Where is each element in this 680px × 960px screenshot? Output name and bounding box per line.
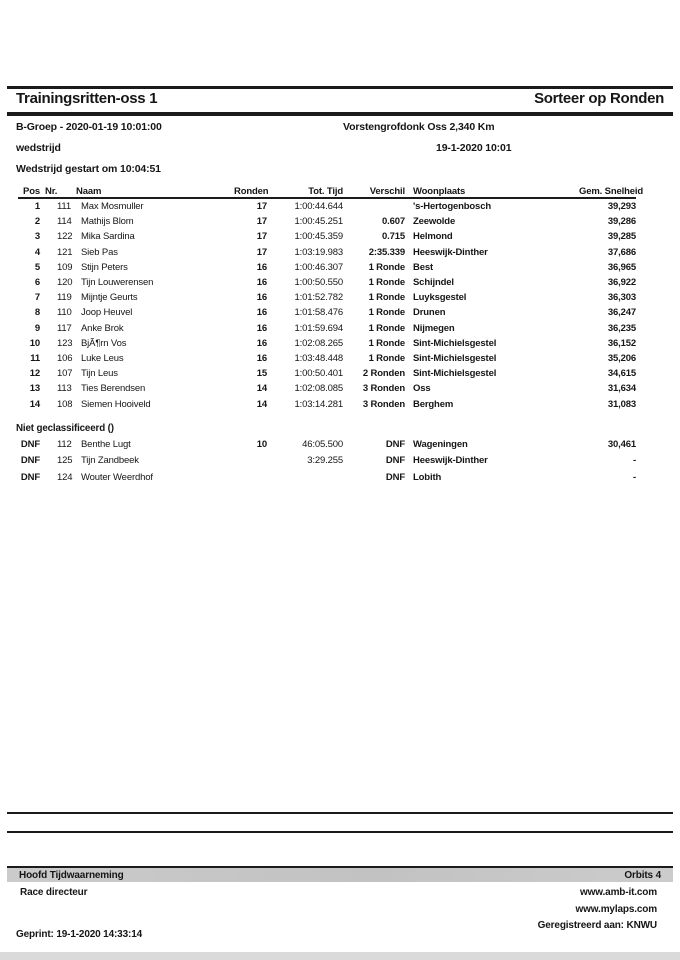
cell-pos: 11 (30, 353, 40, 365)
col-header-nr: Nr. (45, 186, 58, 197)
cell-pos: 12 (29, 368, 40, 380)
cell-tot-tijd: 1:02:08.265 (294, 337, 343, 349)
cell-gem-snelheid: 34,615 (607, 368, 636, 380)
cell-pos: 3 (34, 231, 40, 243)
cell-naam: Mijntje Geurts (81, 292, 138, 304)
cell-nr: 123 (57, 337, 73, 349)
col-header-gem-snelheid: Gem. Snelheid (579, 186, 644, 197)
col-header-ronden: Ronden (234, 186, 269, 197)
col-header-woonplaats: Woonplaats (413, 186, 466, 197)
cell-pos: 6 (34, 277, 40, 289)
cell-nr: 113 (57, 383, 72, 395)
cell-verschil: 2:35.339 (368, 246, 405, 258)
page-title: Trainingsritten-oss 1 (16, 90, 158, 107)
cell-woonplaats: Schijndel (413, 277, 454, 289)
cell-verschil: 0.607 (381, 216, 405, 228)
cell-woonplaats: Luyksgestel (413, 292, 467, 304)
table-row (18, 336, 636, 351)
cell-naam: Max Mosmuller (81, 201, 144, 212)
table-row (18, 199, 636, 214)
dnf-table-row (18, 470, 636, 486)
title-top-rule (7, 86, 673, 89)
amb-link: www.amb-it.com (580, 887, 657, 898)
cell-tot-tijd: 1:03:19.983 (294, 246, 343, 258)
col-header-naam: Naam (76, 186, 102, 197)
cell-ronden: 17 (256, 231, 267, 243)
cell-gem-snelheid: 36,965 (607, 261, 636, 273)
mylaps-link: www.mylaps.com (575, 904, 657, 915)
cell-ronden: 14 (256, 398, 267, 410)
table-row (18, 366, 636, 381)
cell-ronden: 16 (256, 292, 267, 304)
summary-mid-rule (7, 831, 673, 833)
cell-naam: Anke Brok (81, 322, 124, 334)
cell-verschil: 1 Ronde (368, 337, 405, 349)
table-row (18, 351, 636, 366)
table-row (18, 229, 636, 244)
cell-naam: Stijn Peters (81, 261, 128, 273)
cell-nr: 112 (57, 439, 72, 450)
cell-woonplaats: 's-Hertogenbosch (413, 201, 491, 212)
cell-woonplaats: Berghem (413, 398, 454, 410)
cell-pos: 7 (34, 292, 40, 304)
cell-ronden: 16 (256, 353, 267, 365)
cell-tot-tijd: 1:00:45.359 (294, 231, 343, 243)
cell-pos: DNF (20, 471, 40, 483)
cell-tot-tijd: 1:00:45.251 (294, 216, 343, 228)
timing-label: Hoofd Tijdwaarneming (19, 869, 124, 881)
table-row (18, 305, 636, 320)
col-header-verschil: Verschil (369, 186, 405, 197)
cell-nr: 114 (57, 216, 72, 228)
race-director-label: Race directeur (20, 887, 88, 898)
cell-ronden: 16 (256, 277, 267, 289)
sort-mode-label: Sorteer op Ronden (534, 90, 664, 107)
cell-gem-snelheid: 37,686 (607, 246, 636, 258)
cell-woonplaats: Heeswijk-Dinther (413, 455, 488, 467)
cell-nr: 119 (57, 292, 72, 304)
cell-ronden: 16 (256, 322, 267, 334)
cell-pos: 1 (34, 201, 40, 212)
cell-nr: 108 (57, 398, 73, 410)
cell-gem-snelheid: 39,285 (607, 231, 636, 243)
table-row (18, 214, 636, 229)
cell-nr: 110 (57, 307, 72, 319)
cell-gem-snelheid: 39,293 (607, 201, 636, 212)
cell-tot-tijd: 1:03:14.281 (294, 398, 343, 410)
cell-gem-snelheid: 36,152 (607, 337, 636, 349)
cell-gem-snelheid: 35,206 (607, 353, 636, 365)
cell-ronden: 16 (256, 337, 267, 349)
cell-pos: DNF (20, 455, 40, 467)
cell-gem-snelheid: 36,922 (607, 277, 636, 289)
cell-gem-snelheid: 30,461 (607, 439, 636, 450)
cell-ronden: 17 (256, 201, 267, 212)
table-row (18, 245, 636, 260)
cell-verschil: 1 Ronde (368, 322, 405, 334)
cell-naam: Joop Heuvel (81, 307, 133, 319)
cell-tot-tijd: 1:01:58.476 (294, 307, 343, 319)
cell-woonplaats: Sint-Michielsgestel (413, 368, 497, 380)
cell-tot-tijd: 1:03:48.448 (294, 353, 343, 365)
table-row (18, 321, 636, 336)
cell-pos: 10 (29, 337, 40, 349)
cell-gem-snelheid: - (632, 471, 636, 483)
cell-naam: Ties Berendsen (81, 383, 146, 395)
cell-tot-tijd (267, 470, 343, 486)
printed-timestamp: Geprint: 19-1-2020 14:33:14 (16, 929, 143, 940)
group-datetime: B-Groep - 2020-01-19 10:01:00 (16, 121, 162, 133)
cell-naam: Benthe Lugt (81, 439, 131, 450)
scan-bottom-strip (0, 952, 680, 960)
race-label: wedstrijd (16, 142, 61, 154)
cell-ronden: 17 (256, 246, 267, 258)
cell-naam: Mika Sardina (81, 231, 135, 243)
course-info: Vorstengrofdonk Oss 2,340 Km (343, 121, 495, 133)
cell-pos: 9 (34, 322, 40, 334)
dnf-table-row (18, 453, 636, 469)
table-row (18, 397, 636, 412)
cell-verschil: 1 Ronde (368, 277, 405, 289)
cell-naam: BjÃ¶rn Vos (81, 337, 127, 349)
cell-nr: 124 (57, 471, 73, 483)
cell-tot-tijd: 1:01:59.694 (294, 322, 343, 334)
cell-pos: 2 (34, 216, 40, 228)
cell-ronden: 16 (256, 261, 267, 273)
cell-woonplaats: Sint-Michielsgestel (413, 337, 497, 349)
cell-naam: Tijn Leus (81, 368, 118, 380)
cell-pos: 5 (34, 261, 40, 273)
cell-pos: DNF (20, 439, 40, 450)
cell-tot-tijd: 1:00:46.307 (294, 261, 343, 273)
cell-nr: 120 (57, 277, 73, 289)
cell-woonplaats: Nijmegen (413, 322, 455, 334)
cell-gem-snelheid: 39,286 (607, 216, 636, 228)
cell-tot-tijd: 1:00:44.644 (294, 201, 343, 212)
cell-pos: 4 (34, 246, 40, 258)
cell-ronden: 10 (256, 439, 267, 450)
cell-woonplaats: Zeewolde (413, 216, 456, 228)
cell-nr: 106 (57, 353, 73, 365)
cell-nr: 111 (57, 201, 71, 212)
cell-verschil: 0.715 (381, 231, 405, 243)
cell-gem-snelheid: 36,247 (607, 307, 636, 319)
cell-nr: 107 (57, 368, 73, 380)
software-label: Orbits 4 (624, 869, 661, 881)
dnf-section-heading: Niet geclassificeerd () (16, 423, 114, 434)
cell-woonplaats: Lobith (413, 471, 442, 483)
cell-gem-snelheid: - (632, 455, 636, 467)
cell-verschil: 1 Ronde (368, 261, 405, 273)
cell-nr: 121 (57, 246, 73, 258)
cell-tot-tijd: 1:01:52.782 (294, 292, 343, 304)
table-row (18, 290, 636, 305)
race-started-line: Wedstrijd gestart om 10:04:51 (16, 163, 161, 175)
cell-verschil: 3 Ronden (362, 383, 405, 395)
cell-tot-tijd: 1:02:08.085 (294, 383, 343, 395)
cell-naam: Siemen Hooiveld (81, 398, 151, 410)
cell-gem-snelheid: 31,083 (607, 398, 636, 410)
cell-nr: 117 (57, 322, 72, 334)
cell-verschil: 1 Ronde (368, 353, 405, 365)
footer-bar (7, 866, 673, 882)
col-header-tot-tijd: Tot. Tijd (308, 186, 343, 197)
registered-to-label: Geregistreerd aan: KNWU (537, 920, 657, 931)
cell-naam: Tijn Louwerensen (81, 277, 154, 289)
cell-verschil: DNF (385, 455, 405, 467)
cell-woonplaats: Sint-Michielsgestel (413, 353, 497, 365)
results-body (18, 199, 636, 412)
cell-gem-snelheid: 31,634 (607, 383, 636, 395)
cell-pos: 8 (34, 307, 40, 319)
cell-woonplaats: Helmond (413, 231, 453, 243)
cell-woonplaats: Heeswijk-Dinther (413, 246, 488, 258)
cell-ronden (234, 470, 267, 486)
cell-woonplaats: Oss (413, 383, 431, 395)
cell-pos: 14 (29, 398, 40, 410)
dnf-body (18, 437, 636, 486)
col-header-pos: Pos (23, 186, 40, 197)
cell-ronden: 17 (256, 216, 267, 228)
table-row (18, 381, 636, 396)
cell-woonplaats: Wageningen (413, 439, 468, 450)
cell-verschil: 1 Ronde (368, 307, 405, 319)
cell-ronden: 14 (256, 383, 267, 395)
cell-naam: Wouter Weerdhof (81, 471, 153, 483)
table-row (18, 275, 636, 290)
cell-verschil: DNF (385, 439, 405, 450)
cell-tot-tijd: 3:29.255 (307, 455, 343, 467)
cell-ronden (234, 453, 267, 469)
cell-tot-tijd: 46:05.500 (302, 439, 343, 450)
cell-verschil: 2 Ronden (362, 368, 405, 380)
cell-verschil: 1 Ronde (368, 292, 405, 304)
summary-top-rule (7, 812, 673, 814)
cell-nr: 122 (57, 231, 73, 243)
cell-verschil (343, 199, 405, 214)
cell-verschil: DNF (385, 471, 405, 483)
cell-tot-tijd: 1:00:50.550 (294, 277, 343, 289)
cell-ronden: 16 (256, 307, 267, 319)
cell-nr: 109 (57, 261, 73, 273)
title-bottom-rule (7, 112, 673, 116)
cell-naam: Mathijs Blom (81, 216, 134, 228)
cell-naam: Luke Leus (81, 353, 124, 365)
cell-nr: 125 (57, 455, 73, 467)
cell-pos: 13 (29, 383, 40, 395)
race-date: 19-1-2020 10:01 (436, 142, 512, 154)
cell-naam: Tijn Zandbeek (81, 455, 139, 467)
cell-woonplaats: Best (413, 261, 433, 273)
cell-verschil: 3 Ronden (362, 398, 405, 410)
cell-naam: Sieb Pas (81, 246, 118, 258)
cell-gem-snelheid: 36,235 (607, 322, 636, 334)
cell-woonplaats: Drunen (413, 307, 446, 319)
cell-tot-tijd: 1:00:50.401 (294, 368, 343, 380)
table-row (18, 260, 636, 275)
cell-ronden: 15 (256, 368, 267, 380)
cell-gem-snelheid: 36,303 (607, 292, 636, 304)
dnf-table-row (18, 437, 636, 453)
